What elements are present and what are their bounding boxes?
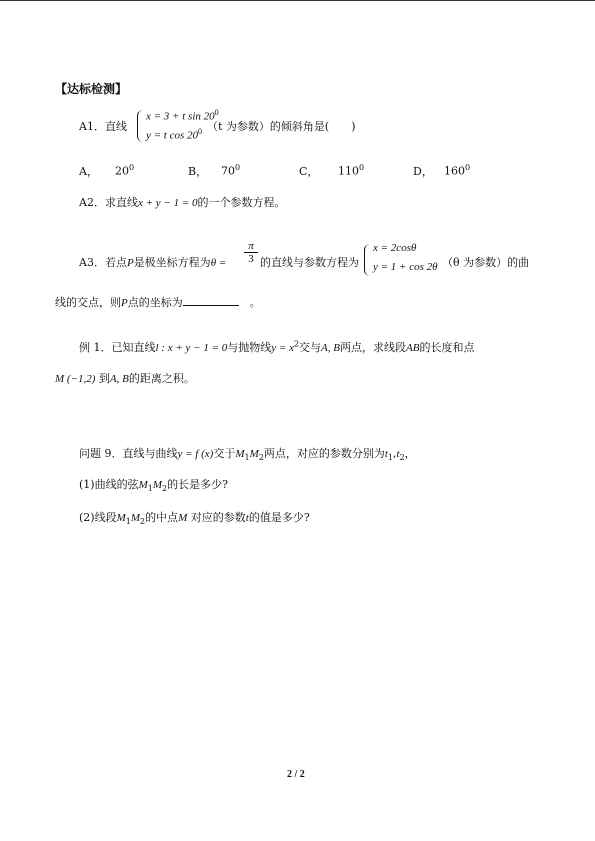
a3-brace <box>364 244 371 276</box>
ex1-line1: 例 1．已知直线l : x + y − 1 = 0与抛物线$y = x^2$交与A, B两点，求线段AB的长度和点 <box>79 339 475 354</box>
a3-line2: 线的交点，则P点的坐标为 。 <box>55 296 261 309</box>
ex1-line2: M (−1,2) 到A, B的距离之积。 <box>55 372 195 385</box>
q9-subquestion-1: (1)曲线的弦$M_1M_2$的长是多少? <box>79 478 229 494</box>
section-title: 【达标检测】 <box>55 82 128 96</box>
a1-param-note: （t 为参数）的倾斜角是( ) <box>207 120 356 133</box>
a3-param-note: （θ 为参数）的曲 <box>442 256 530 269</box>
a3-eq1: x = 2cosθ <box>373 242 417 254</box>
q9-subquestion-2: (2)线段$M_1M_2$的中点M 对应的参数t的值是多少? <box>79 511 310 527</box>
a3-equation-system <box>364 242 444 278</box>
a1-option-d-value: $160^0$ <box>444 163 471 178</box>
a1-option-d: D， <box>413 165 433 178</box>
top-border-line <box>0 0 595 1</box>
a1-equation-system <box>137 108 217 144</box>
a1-eq2: y = t $\cos 20^0$ <box>146 127 203 142</box>
a3-line1-start: A3．若点P是极坐标方程为θ = <box>79 256 227 269</box>
a3-eq2: y = 1 + cos 2θ <box>373 261 438 273</box>
a1-brace <box>137 110 144 142</box>
a2-question: A2．求直线x + y − 1 = 0的一个参数方程。 <box>79 196 286 209</box>
a1-option-a: A， <box>79 165 98 178</box>
a3-fraction: $\frac{\pi}{3}$ <box>244 241 258 265</box>
a3-line1-mid: 的直线与参数方程为 <box>260 256 359 269</box>
a1-label: A1．直线 <box>79 120 127 133</box>
q9-line1: 问题 9．直线与曲线y = f (x)交于$M_1M_2$两点，对应的参数分别为$t_1,t_2$， <box>79 447 416 463</box>
page-number: 2 / 2 <box>287 769 305 780</box>
a1-option-b-value: $70^0$ <box>221 163 241 178</box>
a1-option-a-value: $20^0$ <box>115 163 135 178</box>
a1-eq1: x = 3 + t $\sin 20^0$ <box>146 108 219 123</box>
a1-option-c: C， <box>299 165 319 178</box>
a1-option-b: B， <box>188 165 208 178</box>
a3-answer-blank[interactable] <box>183 295 239 306</box>
a1-option-c-value: $110^0$ <box>338 163 365 178</box>
